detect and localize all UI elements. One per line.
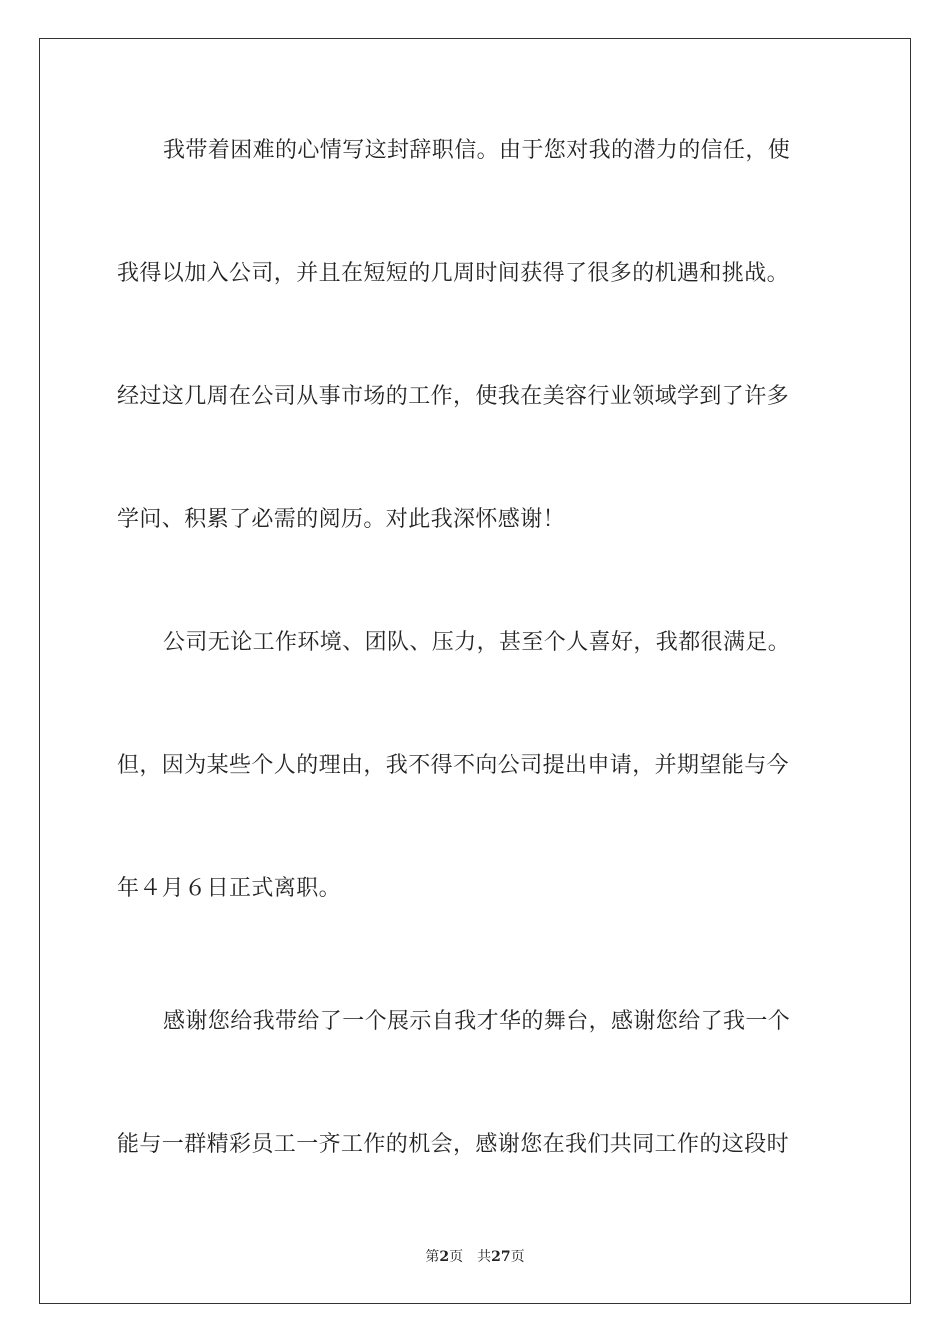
page-number: 2 bbox=[439, 1249, 450, 1265]
total-prefix: 共 bbox=[477, 1249, 492, 1265]
paragraph-line: 能与一群精彩员工一齐工作的机会，感谢您在我们共同工作的这段时 bbox=[117, 1132, 790, 1157]
page-suffix: 页 bbox=[449, 1249, 464, 1265]
paragraph-line: 但，因为某些个人的理由，我不得不向公司提出申请，并期望能与今 bbox=[117, 753, 790, 778]
total-pages: 27 bbox=[491, 1249, 511, 1265]
paragraph-line: 公司无论工作环境、团队、压力，甚至个人喜好，我都很满足。 bbox=[163, 630, 791, 655]
page-prefix: 第 bbox=[425, 1249, 440, 1265]
paragraph-line: 学问、积累了必需的阅历。对此我深怀感谢！ bbox=[117, 507, 566, 532]
total-suffix: 页 bbox=[510, 1249, 525, 1265]
paragraph-line: 感谢您给我带给了一个展示自我才华的舞台，感谢您给了我一个 bbox=[163, 1009, 791, 1034]
paragraph-line: 我带着困难的心情写这封辞职信。由于您对我的潜力的信任，使 bbox=[163, 138, 791, 163]
paragraph-line: 我得以加入公司，并且在短短的几周时间获得了很多的机遇和挑战。 bbox=[117, 261, 790, 286]
page-frame bbox=[39, 38, 911, 1304]
paragraph-line: 经过这几周在公司从事市场的工作，使我在美容行业领域学到了许多 bbox=[117, 384, 790, 409]
page-footer bbox=[0, 1248, 950, 1266]
paragraph-line: 年４月６日正式离职。 bbox=[117, 876, 342, 901]
